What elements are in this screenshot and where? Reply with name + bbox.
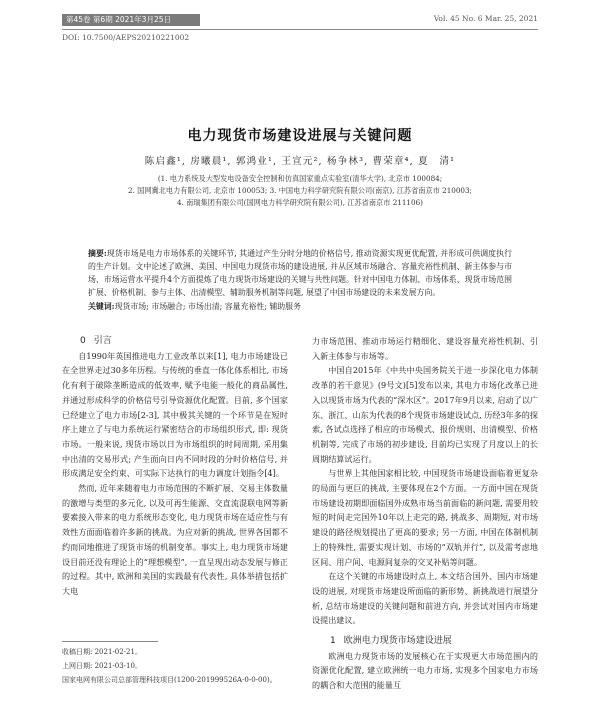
footnote-received: 收稿日期: 2021-02-21。 (62, 648, 142, 656)
doi: DOI: 10.7500/AEPS20210221002 (62, 33, 190, 42)
footnote-revised: 上网日期: 2021-03-10。 (62, 662, 142, 670)
abstract (88, 247, 512, 299)
section-heading-intro: 0 引言 (80, 336, 112, 346)
paragraph: 自1990年英国推进电力工业改革以来[1], 电力市场建设已在全世界走过30多年历程。与传统的垂直一体化体系相比, 市场化有利于破除垄断造成的低效率, 赋予电能一般化的商品属性, 并通过形成科学的价格信号引导资源优化配置。目前, 多个国家已经建立了电力市场[2-3], 其中极其关键的一个环节是在短时序上建立了与电力系统运行紧密结合的市场组织形式, 即: 现货市场。一般来说, 现货市场以日为市场组织的时间周期, 采用集中出清的交易形式; 产生面向日内不同时段的分时价格信号, 并形成满足安全约束、可实际下达执行的电力调度计划指令[4]。 (62, 350, 288, 479)
paragraph: 与世界上其他国家相比较, 中国现货市场建设面临着更复杂的局面与更巨的挑战, 主要体现在2个方面。一方面中国在现货市场建设初期即面临国外成熟市场当前面临的新问题, 需要用较短的时间走完国外10年以上走完的路, 挑战多、周期短, 对市场建设的路径规划提出了更高的要求; 另一方面, 中国在体制机制上的特殊性, 需要实现计划、市场的“双轨并行”, 以及需考虑地区间、用户间、电源间复杂的交叉补贴等问题。 (312, 468, 538, 567)
journal-issue-en: Vol. 45 No. 6 Mar. 25, 2021 (433, 14, 538, 23)
paragraph: 欧洲电力现货市场的发展核心在于实现更大市场范围内的资源优化配置, 建立欧洲统一电力市场, 实现多个国家电力市场的耦合和大范围的能量互 (312, 650, 538, 691)
right-column (312, 334, 538, 693)
keywords-text: 现货市场; 市场融合; 市场出清; 容量充裕性; 辅助服务 (114, 302, 301, 311)
keywords-label: 关键词: (88, 302, 115, 311)
footnote-funding: 国家电网有限公司总部管理科技项目(1200-201999526A-0-0-00)。 (62, 676, 277, 684)
paragraph: 在这个关键的市场建设时点上, 本文结合国外、国内市场建设的进展, 对现货市场建设所面临的新形势、新挑战进行展望分析, 总结市场建设的关键问题和前进方向, 并尝试对国内市场建设提出建议。 (312, 571, 538, 626)
affiliation-1: (1. 电力系统及大型发电设备安全控制和仿真国家重点实验室(清华大学), 北京市 100084; (157, 174, 443, 183)
affiliation-2: 2. 国网冀北电力有限公司, 北京市 100053; 3. 中国电力科学研究院有限公司(南京), 江苏省南京市 210003; (128, 186, 472, 195)
affiliation-3: 4. 南瑞集团有限公司(国网电力科学研究院有限公司), 江苏省南京市 211106) (177, 198, 423, 207)
paragraph: 然而, 近年来随着电力市场范围的不断扩展、交易主体数量的激增与类型的多元化, 以及可再生能源、交直流混联电网等新要素接入带来的电力系统形态变化, 电力现货市场在适应性与有效性方面面临着许多新的挑战。为应对新的挑战, 世界各国都不约而同地推进了现货市场的机制变革。事实上, 电力现货市场建设目前还没有理论上的“理想模型”, 一直呈现出动态发展与修正的过程。其中, 欧洲和美国的实践最有代表性, 具体举措包括扩大电 (62, 483, 288, 596)
left-column (62, 334, 288, 599)
abstract-label: 摘要: (88, 249, 107, 258)
paper-title: 电力现货市场建设进展与关键问题 (187, 128, 413, 144)
keywords (88, 301, 512, 312)
paragraph: 力市场范围、推动市场运行精细化、建设容量充裕性机制、引入新主体参与市场等。 (312, 336, 538, 361)
section-heading-europe: 1 欧洲电力现货市场建设进展 (330, 636, 452, 647)
abstract-text: 现货市场是电力市场体系的关键环节, 其通过产生分时分地的价格信号, 推动资源实现更优配置, 并形成可供调度执行的生产计划。文中论述了欧洲、美国、中国电力现货市场的建设进展, 并从区域市场融合、容量充裕性机制、新主体参与市场、市场运营水平提升4个方面提炼了电力现货市场建设的关键与共性问题。针对中国电力体制、市场体系、现货市场范围扩展、价格机制、参与主体、出清模型、辅助服务机制等问题, 展望了中国市场建设的未来发展方向。 (88, 249, 512, 297)
header-rule (62, 29, 538, 30)
author-list: 陈启鑫¹, 房曦晨¹, 郭鸿业¹, 王宣元², 杨争林³, 曹荣章⁴, 夏 清¹ (144, 156, 456, 167)
journal-issue-banner: 第45卷 第6期 2021年3月25日 (62, 14, 200, 26)
footnote-rule (62, 641, 158, 642)
paragraph: 中国自2015年《中共中央国务院关于进一步深化电力体制改革的若干意见》(9号文)[5]发布以来, 其电力市场化改革已进入以现货市场为代表的“深水区”。2017年9月以来, 启动了以广东、浙江、山东为代表的8个现货市场建设试点, 历经3年多的探索, 各试点选择了相应的市场模式、报价规则、出清模型、价格机制等, 完成了市场的初步建设, 目前均已实现了月度以上的长周期结算试运行。 (312, 365, 538, 464)
